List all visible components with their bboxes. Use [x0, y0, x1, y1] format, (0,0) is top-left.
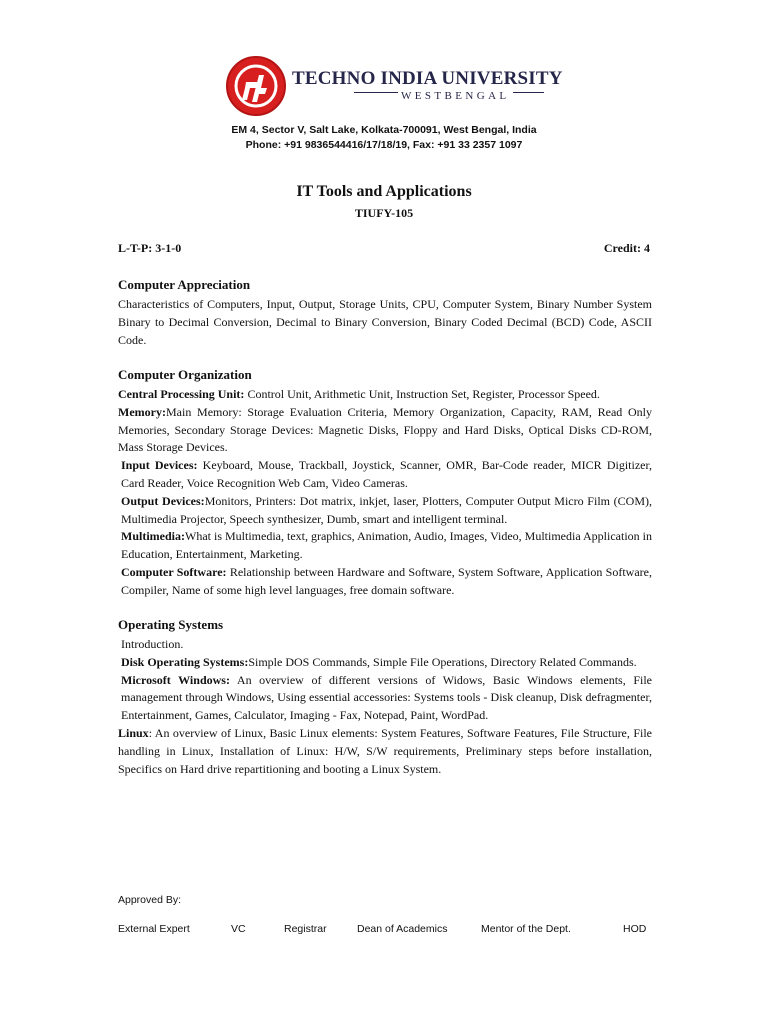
topic-text: Keyboard, Mouse, Trackball, Joystick, Scanner, OMR, Bar-Code reader, MICR Digitizer, Card Reader, Voice Recognition Web Cam, Video Cameras.	[121, 458, 652, 490]
signatory-dean-of-academics: Dean of Academics	[357, 923, 448, 935]
topic-label: Disk Operating Systems:	[121, 654, 249, 669]
topic-text: Monitors, Printers: Dot matrix, inkjet, laser, Plotters, Computer Output Micro Film (COM), Multimedia Projector, Speech synthesizer, Dumb, smart and intelligent terminal.	[121, 493, 653, 526]
course-ltp: L-T-P: 3-1-0	[118, 241, 182, 255]
topic-computer-software	[118, 564, 652, 600]
topic-cpu	[118, 386, 652, 404]
topic-input-devices	[118, 457, 652, 493]
section-heading: Computer Appreciation	[118, 277, 251, 292]
topic-label: Central Processing Unit:	[118, 387, 245, 401]
topic-multimedia	[118, 528, 652, 564]
topic-label: Microsoft Windows:	[121, 672, 230, 687]
topic-label: Output Devices:	[121, 493, 205, 508]
section-computer-organization	[118, 366, 652, 600]
topic-text: Simple DOS Commands, Simple File Operations, Directory Related Commands.	[248, 654, 637, 669]
topic-windows	[118, 672, 652, 725]
topic-label: Multimedia:	[121, 529, 185, 544]
university-state: WESTBENGAL	[398, 90, 513, 102]
signatory-external-expert: External Expert	[118, 923, 190, 935]
topic-output-devices	[118, 493, 652, 529]
section-operating-systems	[118, 616, 652, 778]
topic-introduction: Introduction.	[121, 637, 184, 651]
section-heading: Computer Organization	[118, 367, 252, 382]
course-title: IT Tools and Applications	[296, 183, 472, 200]
topic-text: Relationship between Hardware and Software, System Software, Application Software, Compiler, Name of some high level languages, free domain software.	[121, 564, 652, 597]
signatory-vc: VC	[231, 923, 246, 935]
signatory-registrar: Registrar	[284, 923, 327, 935]
signatory-mentor: Mentor of the Dept.	[481, 923, 571, 935]
signatory-hod: HOD	[623, 923, 647, 935]
section-text: Characteristics of Computers, Input, Output, Storage Units, CPU, Computer System, Binary Number System Binary to Decimal Conversion, Decimal to Binary Conversion, Binary Coded Decimal (BCD) Code, ASCII Code.	[118, 297, 652, 347]
topic-label: Memory:	[118, 404, 166, 419]
topic-text: An overview of different versions of Widows, Basic Windows elements, File management through Windows, Using essential accessories: Systems tools - Disk cleanup, Disk defragmenter, Entertainment, Games, Calculator, Imaging - Fax, Notepad, Paint, WordPad.	[121, 672, 652, 723]
section-heading: Operating Systems	[118, 617, 224, 632]
topic-text: Control Unit, Arithmetic Unit, Instruction Set, Register, Processor Speed.	[244, 387, 600, 401]
topic-text: What is Multimedia, text, graphics, Animation, Audio, Images, Video, Multimedia Application in Education, Entertainment, Marketing.	[121, 529, 652, 562]
university-logo	[222, 46, 563, 122]
topic-label: Computer Software:	[121, 564, 227, 579]
course-credit: Credit: 4	[603, 241, 650, 255]
university-address: EM 4, Sector V, Salt Lake, Kolkata-700091, West Bengal, India	[231, 124, 537, 136]
topic-memory	[118, 404, 652, 457]
topic-label: Input Devices:	[121, 458, 198, 473]
topic-label: Linux	[118, 725, 149, 740]
section-computer-appreciation	[118, 276, 652, 349]
topic-dos	[118, 654, 652, 672]
topic-text: : An overview of Linux, Basic Linux elements: System Features, Software Features, File Structure, File handling in Linux, Installation of Linux: H/W, S/W requirements, Preliminary steps before installation, Specifics on Hard drive repartitioning and booting a Linux System.	[118, 725, 652, 776]
logo-emblem-icon	[226, 56, 286, 116]
university-phone: Phone: +91 9836544416/17/18/19, Fax: +91 33 2357 1097	[245, 139, 523, 151]
approved-by-label: Approved By:	[118, 894, 182, 906]
course-code: TIUFY-105	[354, 206, 414, 220]
university-name: TECHNO INDIA UNIVERSITY	[292, 68, 563, 89]
topic-text: Main Memory: Storage Evaluation Criteria, Memory Organization, Capacity, RAM, Read Only Memories, Secondary Storage Devices: Magnetic Disks, Floppy and Hard Disks, Optical Disks CD-ROM, Mass Storage Devices.	[118, 404, 652, 455]
topic-linux	[118, 725, 652, 778]
